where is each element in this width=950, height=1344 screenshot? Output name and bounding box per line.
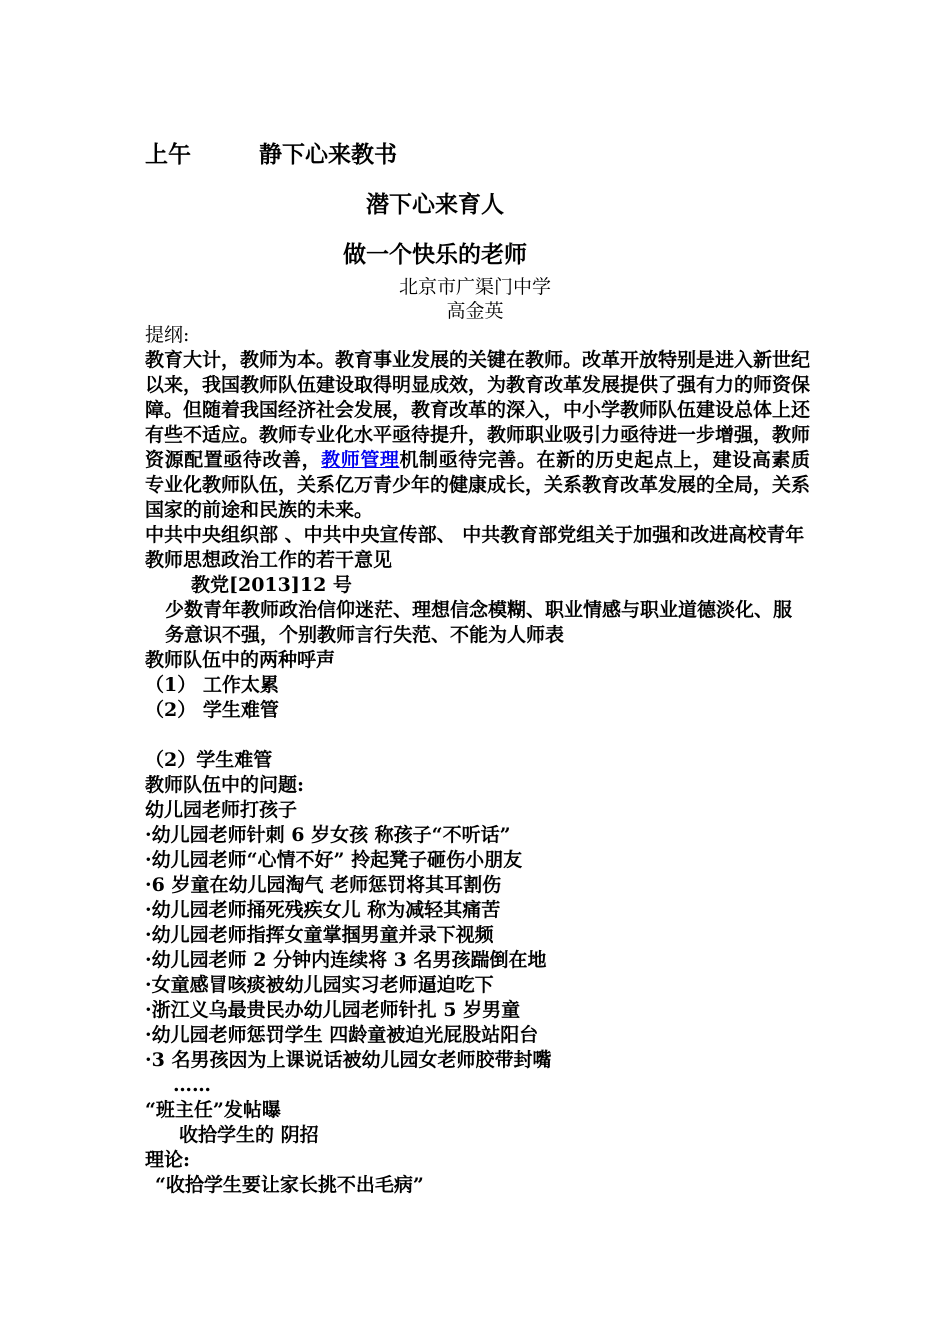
teacher-management-link[interactable]: 教师管理 <box>321 449 400 471</box>
problem-paragraph: 少数青年教师政治信仰迷茫、理想信念模糊、职业情感与职业道德淡化、服务意识不强，个别教师言行失范、不能为人师表 <box>165 599 793 646</box>
list-item: ·幼儿园老师 2 分钟内连续将 3 名男孩踹倒在地 <box>145 949 547 971</box>
post-line: “班主任”发帖曝 <box>145 1099 281 1121</box>
heading-right: 静下心来教书 <box>259 141 397 168</box>
post-subline: 收拾学生的 阴招 <box>179 1124 319 1146</box>
voice-item: （2） 学生难管 <box>145 699 279 721</box>
problems-subhead: 幼儿园老师打孩子 <box>145 799 298 821</box>
list-item: ·幼儿园老师“心情不好” 拎起凳子砸伤小朋友 <box>145 849 523 871</box>
heading-line-3: 做一个快乐的老师 <box>343 241 527 268</box>
document-title: 中共中央组织部 、中共中央宣传部、 中共教育部党组关于加强和改进高校青年教师思想政治工作的若干意见 <box>145 524 805 571</box>
section-title: （2）学生难管 <box>145 749 273 771</box>
document-body <box>145 323 810 1198</box>
ellipsis: …… <box>173 1074 211 1096</box>
document-number: 教党[2013]12 号 <box>191 574 352 596</box>
school-name: 北京市广渠门中学 <box>398 276 551 298</box>
outline-label: 提纲: <box>145 324 190 346</box>
list-item: ·幼儿园老师针刺 6 岁女孩 称孩子“不听话” <box>145 824 511 846</box>
list-item: ·幼儿园老师指挥女童掌掴男童并录下视频 <box>145 924 494 946</box>
list-item: ·3 名男孩因为上课说话被幼儿园女老师胶带封嘴 <box>145 1049 552 1071</box>
intro-paragraph <box>145 348 810 523</box>
theory-quote: “收拾学生要让家长挑不出毛病” <box>155 1174 424 1196</box>
list-item: ·6 岁童在幼儿园淘气 老师惩罚将其耳割伤 <box>145 874 502 896</box>
voices-title: 教师队伍中的两种呼声 <box>145 649 336 671</box>
intro-text-after-link: 机制亟待完善。在新的历史起点上，建设高素质专业化教师队伍，关系亿万青少年的健康成长，关系教育改革发展的全局，关系国家的前途和民族的未来。 <box>145 449 811 521</box>
heading-line-2: 潜下心来育人 <box>366 191 504 218</box>
theory-label: 理论: <box>145 1149 191 1171</box>
intro-text-before-link: 教育大计，教师为本。教育事业发展的关键在教师。改革开放特别是进入新世纪以来，我国教师队伍建设取得明显成效，为教育改革发展提供了强有力的师资保障。但随着我国经济社会发展，教育改革的深入，中小学教师队伍建设总体上还有些不适应。教师专业化水平亟待提升，教师职业吸引力亟待进一步增强，教师资源配置亟待改善， <box>145 349 811 471</box>
heading-line-1 <box>145 136 397 169</box>
author-name: 高金英 <box>446 300 504 322</box>
list-item: ·幼儿园老师捅死残疾女儿 称为减轻其痛苦 <box>145 899 501 921</box>
heading-left: 上午 <box>145 141 191 168</box>
list-item: ·女童感冒咳痰被幼儿园实习老师逼迫吃下 <box>145 974 494 996</box>
list-item: ·浙江义乌最贵民办幼儿园老师针扎 5 岁男童 <box>145 999 521 1021</box>
problems-label: 教师队伍中的问题: <box>145 774 305 796</box>
list-item: ·幼儿园老师惩罚学生 四龄童被迫光屁股站阳台 <box>145 1024 539 1046</box>
voice-item: （1） 工作太累 <box>145 674 279 696</box>
